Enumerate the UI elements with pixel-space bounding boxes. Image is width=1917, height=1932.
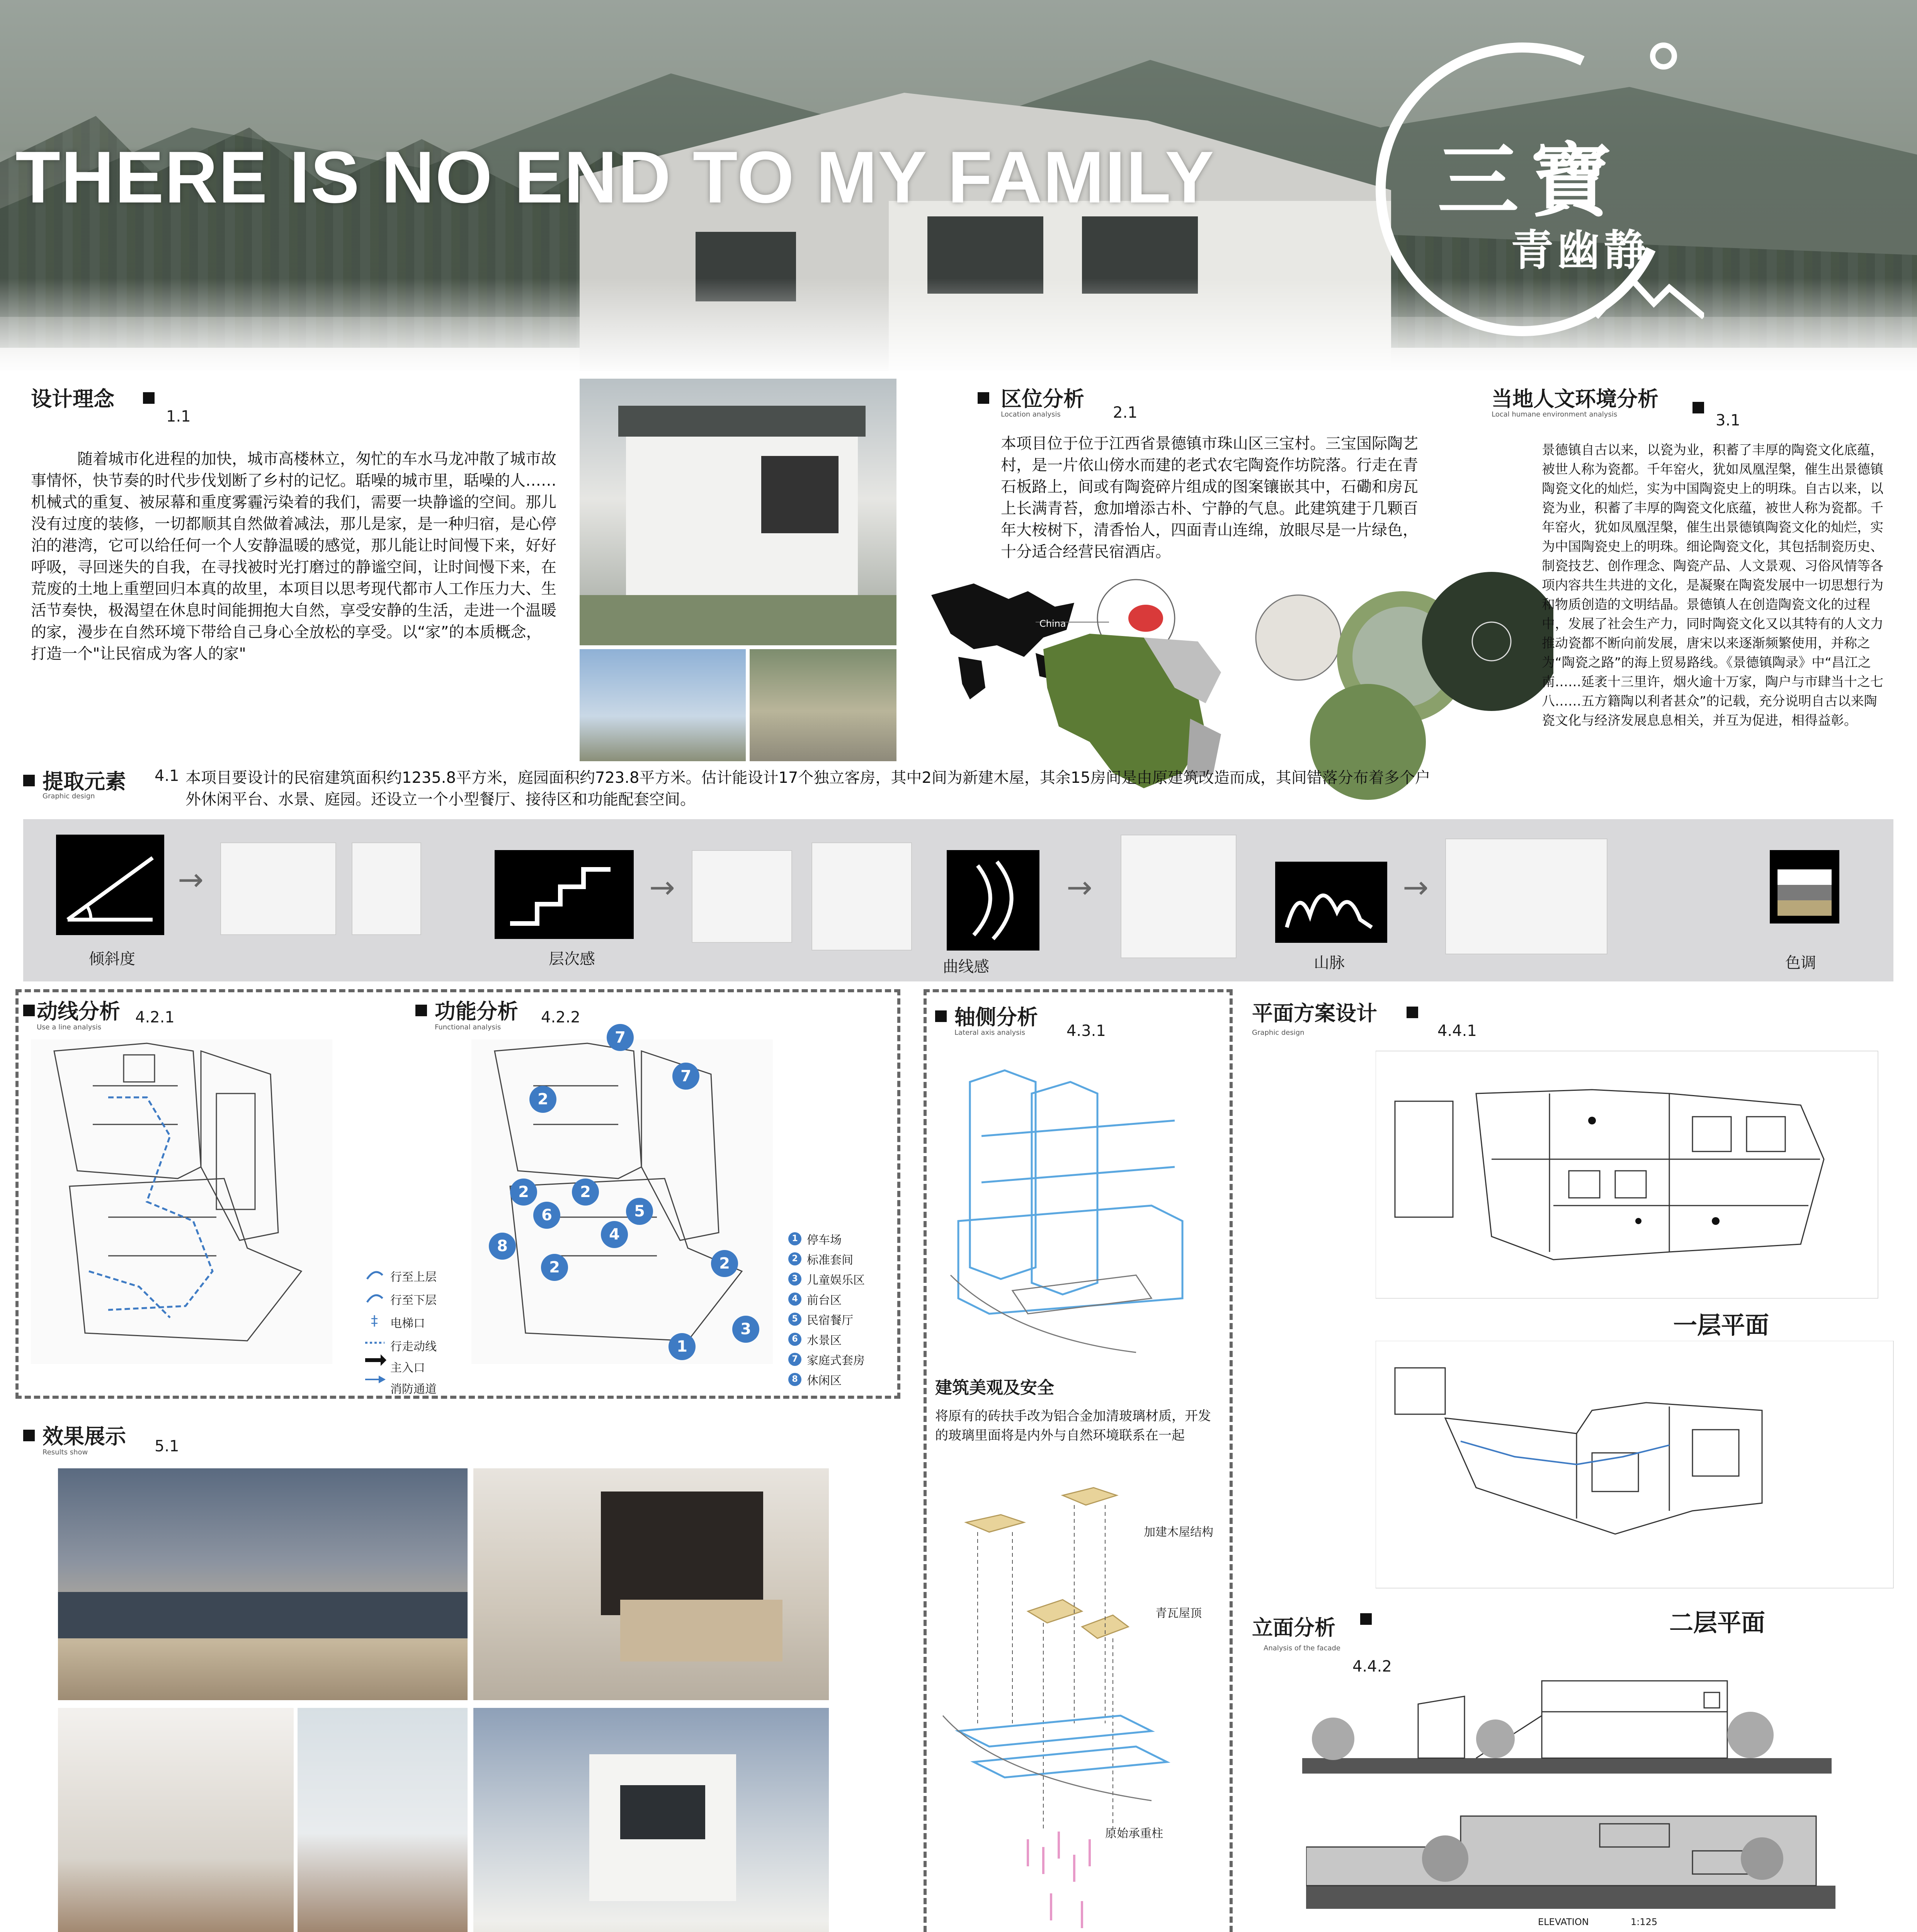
second-floor-plan (1376, 1341, 1897, 1592)
function-marker: 2 (529, 1086, 556, 1113)
label-roof-tiles: 青瓦屋顶 (1155, 1607, 1202, 1620)
layers-sketch-1 (692, 850, 792, 943)
photo-house-roof (618, 406, 866, 437)
function-num: 4.2.2 (541, 1009, 580, 1026)
curve-element-icon (947, 850, 1039, 951)
slope-sketch-1 (220, 842, 336, 935)
second-floor-caption: 二层平面 (1669, 1609, 1766, 1637)
layers-sketch-2 (811, 842, 912, 951)
photo-house-window (761, 456, 839, 533)
legend-go-down: 行至下层 (390, 1294, 437, 1307)
render-reception (473, 1468, 829, 1700)
elevation-2 (1306, 1793, 1835, 1924)
section-marker (23, 775, 35, 786)
design-concept-title: 设计理念 (31, 387, 114, 411)
humanities-text: 景德镇自古以来，以瓷为业，积蓄了丰厚的陶瓷文化底蕴，被世人称为瓷都。千年窑火，犹如凤凰涅槃，催生出景德镇陶瓷文化的灿烂，实为中国陶瓷史上的明珠。自古以来，以瓷为业，积蓄了丰厚的陶瓷文化底蕴，被世人称为瓷都。千年窑火，犹如凤凰涅槃，催生出景德镇陶瓷文化的灿烂，实为中国陶瓷史上的明珠。细论陶瓷文化，其包括制瓷历史、制瓷技艺、创作理念、陶瓷产品、人文景观、习俗风情等各项内容共生共进的文化，是凝聚在陶瓷发展中一切思想行为和物质创造的文明结晶。景德镇人在创造陶瓷文化的过程中，发展了社会生产力，同时陶瓷文化又以其特有的人文力推动瓷都不断向前发展，唐宋以来逐渐频繁使用，并称之为“陶瓷之路”的海上贸易路线。《景德镇陶录》中“昌江之南……延袤十三里许，烟火逾十万家，陶户与市肆当十之七八……五方籍陶以利者甚众”的记载，充分说明自古以来陶瓷文化与经济发展息息相关，并互为促进，相得益彰。 (1542, 442, 1883, 728)
label-wood-structure: 加建木屋结构 (1144, 1526, 1213, 1539)
render-courtyard-pool (58, 1468, 468, 1700)
elements-title: 提取元素 (43, 769, 126, 794)
logo-sub-text: 青幽静 (1511, 225, 1650, 275)
function-sub: Functional analysis (435, 1023, 501, 1031)
section-marker (23, 1430, 35, 1441)
poster-title: THERE IS NO END TO MY FAMILY (15, 136, 1215, 218)
humanities-title: 当地人文环境分析 (1492, 387, 1658, 411)
function-legend-item: 2 标准套间 (788, 1249, 896, 1269)
circulation-num: 4.2.1 (135, 1009, 175, 1026)
safety-text: 将原有的砖扶手改为铝合金加清玻璃材质，开发的玻璃里面将是内外与自然环境联系在一起 (935, 1408, 1211, 1443)
facade-sub: Analysis of the facade (1264, 1644, 1341, 1652)
section-marker (1360, 1613, 1372, 1625)
function-marker: 4 (601, 1221, 628, 1248)
location-title: 区位分析 (1001, 387, 1084, 411)
first-floor-caption: 一层平面 (1673, 1311, 1769, 1339)
results-sub: Results show (43, 1448, 88, 1456)
section-marker (143, 392, 155, 404)
elevation-1 (1302, 1665, 1832, 1781)
arrow-right-icon: → (178, 862, 204, 898)
render-counter (620, 1600, 782, 1662)
legend-go-up: 行至上层 (390, 1270, 437, 1284)
section-marker (978, 392, 989, 404)
axonometric-title: 轴侧分析 (954, 1005, 1038, 1029)
layers-label: 层次感 (549, 950, 595, 968)
circulation-sub: Use a line analysis (37, 1023, 102, 1031)
render-shelf (601, 1492, 763, 1615)
function-marker: 1 (668, 1333, 696, 1360)
plan-num: 4.4.1 (1437, 1022, 1477, 1040)
section-marker (1692, 402, 1704, 413)
location-num: 2.1 (1113, 404, 1138, 422)
label-original-columns: 原始承重柱 (1105, 1827, 1163, 1840)
layers-element-icon (495, 850, 634, 939)
circulation-title: 动线分析 (37, 999, 120, 1024)
results-num: 5.1 (155, 1437, 179, 1455)
function-legend-item: 7 家庭式套房 (788, 1349, 896, 1369)
render-building-exterior (473, 1708, 829, 1932)
function-title: 功能分析 (435, 999, 518, 1024)
function-marker: 5 (626, 1198, 653, 1225)
curve-sketch (1121, 835, 1237, 958)
palette-frame (1770, 850, 1839, 923)
function-marker: 7 (672, 1063, 699, 1090)
arrow-right-icon: → (1067, 869, 1093, 905)
first-floor-plan (1376, 1043, 1897, 1306)
axonometric-sub: Lateral axis analysis (954, 1029, 1026, 1037)
design-concept-text: 随着城市化进程的加快，城市高楼林立，匆忙的车水马龙冲散了城市故事情怀，快节奏的时代步伐划断了乡村的记忆。聒噪的城市里，聒噪的人……机械式的重复、被尿幕和重度雾霾污染着的我们，需要一块静谧的空间。那儿没有过度的装修，一切都顺其自然做着减法，那儿是家，是一种归宿，是心停泊的港湾，它可以给任何一个人安静温暖的感觉，那儿能让时间慢下来，好好呼吸，寻回迷失的自我，在寻找被时光打磨过的静谧空间，让时间慢下来，在荒废的土地上重塑回归本真的故里，本项目以思考现代都市人工作压力大、生活节奏快，极渴望在休息时间能拥抱大自然，享受安静的生活，走进一个温暖的家，漫步在自然环境下带给自己身心全放松的享受。以“家”的本质概念，打造一个"让民宿成为客人的家" (31, 450, 556, 663)
photo-garden (580, 595, 896, 645)
humanities-sub: Local humane environment analysis (1492, 410, 1618, 418)
humanities-num: 3.1 (1716, 412, 1740, 429)
arrow-right-icon: → (649, 869, 675, 905)
function-marker: 8 (489, 1233, 516, 1260)
function-legend-item: 5 民宿餐厅 (788, 1309, 896, 1329)
map-label-china: China (1039, 618, 1066, 629)
safety-title: 建筑美观及安全 (935, 1378, 1054, 1398)
design-concept-num: 1.1 (166, 408, 191, 425)
region-circle (1256, 595, 1341, 680)
concept-photo-girl (580, 649, 746, 761)
render-building-window (620, 1785, 705, 1839)
function-marker: 6 (533, 1202, 560, 1229)
function-legend-item: 8 休闲区 (788, 1369, 896, 1389)
function-marker: 7 (607, 1024, 634, 1051)
concept-photo-house (580, 379, 896, 645)
logo-mountain-icon (1596, 267, 1704, 321)
slope-sketch-2 (352, 842, 421, 935)
legend-walk-line: 行走动线 (390, 1340, 437, 1354)
plan-sub: Graphic design (1252, 1029, 1305, 1037)
mountain-element-icon (1275, 862, 1387, 943)
elements-text: 本项目要设计的民宿建筑面积约1235.8平方米，庭园面积约723.8平方米。估计能设计17个独立客房，其中2间为新建木屋，其余15房间是由原建筑改造而成，其间错落分布着多个户外休闲平台、水景、庭园。还设立一个小型餐厅、接待区和功能配套空间。 (185, 769, 1431, 808)
function-legend-item: 1 停车场 (788, 1229, 896, 1249)
section-marker (23, 1005, 35, 1016)
slope-element-icon (56, 835, 164, 935)
mountain-label: 山脉 (1314, 954, 1345, 972)
province-map (1043, 605, 1221, 788)
circulation-legend-symbols (359, 1264, 390, 1387)
function-marker: 2 (572, 1179, 599, 1206)
mountain-sketch (1445, 838, 1607, 954)
facade-num: 4.4.2 (1352, 1658, 1392, 1675)
elements-sub: Graphic design (43, 792, 95, 800)
function-legend (788, 1229, 896, 1406)
elements-num: 4.1 (155, 767, 179, 785)
exploded-axonometric-diagram (935, 1484, 1221, 1932)
section-marker (1407, 1007, 1418, 1018)
section-marker (935, 1010, 947, 1022)
arrow-right-icon: → (1403, 869, 1429, 905)
function-legend-item: 3 儿童娱乐区 (788, 1269, 896, 1289)
svg-text:‡: ‡ (371, 1313, 378, 1329)
function-legend-item: 6 水景区 (788, 1329, 896, 1349)
elevation-scale: 1:125 (1631, 1917, 1658, 1927)
function-marker: 3 (732, 1316, 759, 1343)
function-marker: 2 (711, 1250, 738, 1277)
render-vase-still-life (298, 1708, 468, 1932)
axonometric-num: 4.3.1 (1067, 1022, 1106, 1040)
function-marker: 2 (541, 1254, 568, 1281)
curve-label: 曲线感 (943, 958, 989, 976)
slope-label: 倾斜度 (89, 950, 135, 968)
location-sub: Location analysis (1001, 410, 1061, 418)
logo-dot (1650, 43, 1677, 70)
function-marker: 2 (510, 1179, 537, 1206)
elevation-label: ELEVATION (1538, 1917, 1589, 1927)
circulation-plan (31, 1039, 332, 1364)
results-title: 效果展示 (43, 1424, 126, 1449)
section-marker (415, 1005, 427, 1016)
concept-photo-family (750, 649, 896, 761)
facade-title: 立面分析 (1252, 1616, 1335, 1640)
render-pool (58, 1592, 468, 1638)
render-window-seat (58, 1708, 294, 1932)
function-legend-item: 4 前台区 (788, 1289, 896, 1309)
plan-title: 平面方案设计 (1252, 1001, 1377, 1026)
legend-main-entrance: 主入口 (390, 1361, 425, 1375)
legend-elevator: 电梯口 (390, 1317, 425, 1330)
legend-fire-exit: 消防通道 (390, 1383, 437, 1396)
logo-main-text: 三寶 (1437, 133, 1623, 228)
axonometric-glass-diagram (935, 1059, 1221, 1379)
palette-label: 色调 (1785, 954, 1816, 972)
location-text: 本项目位于位于江西省景德镇市珠山区三宝村。三宝国际陶艺村，是一片依山傍水而建的老式农宅陶瓷作坊院落。行走在青石板路上，间或有陶瓷碎片组成的图案镶嵌其中，石磡和房瓦上长满青苔，愈加增添古朴、宁静的气息。此建筑建于几颗百年大桉树下，清香怡人，四面青山连绵，放眼尽是一片绿色，十分适合经营民宿酒店。 (1001, 435, 1418, 561)
